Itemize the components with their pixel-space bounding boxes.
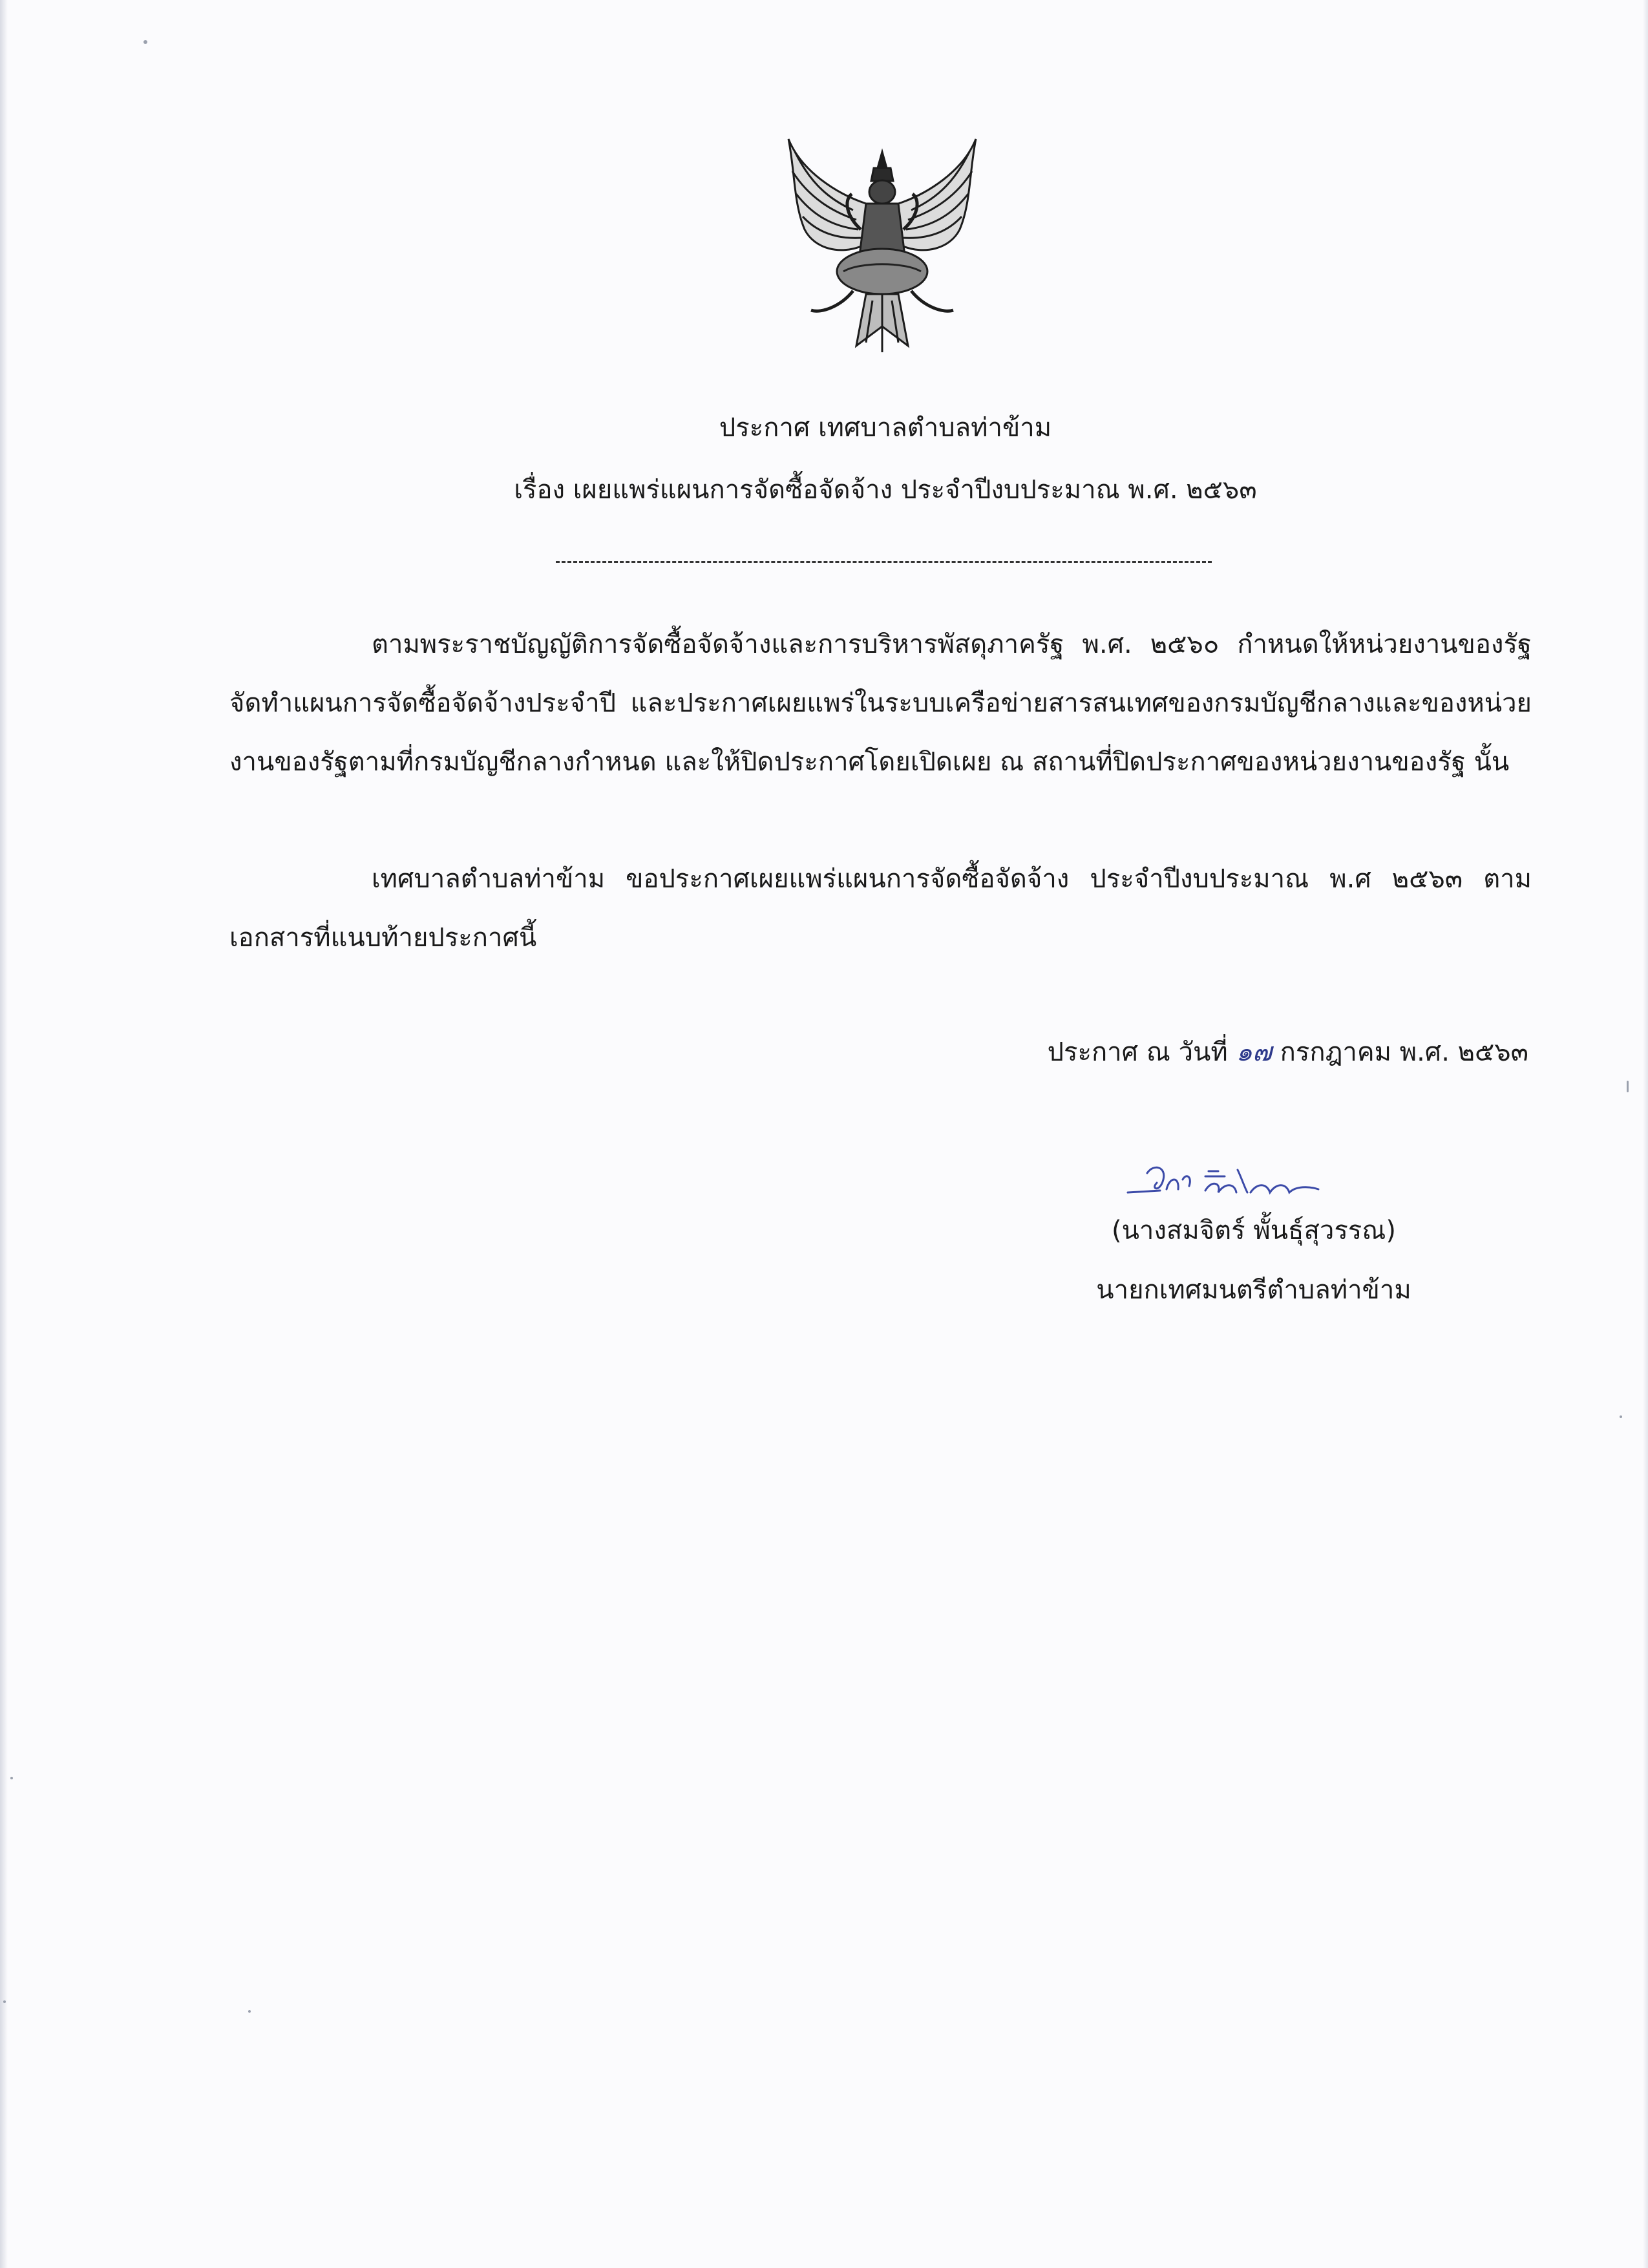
- date-prefix: ประกาศ ณ วันที่: [1047, 1037, 1228, 1067]
- announcement-title: ประกาศ เทศบาลตำบลท่าข้าม: [719, 413, 1052, 443]
- scan-speck: [1627, 1081, 1629, 1092]
- date-month-year: กรกฎาคม พ.ศ. ๒๕๖๓: [1280, 1037, 1528, 1067]
- scan-speck: [1620, 1415, 1622, 1418]
- handwritten-signature-icon: [1121, 1157, 1328, 1209]
- date-day-handwritten: ๑๗: [1236, 1037, 1272, 1067]
- body-paragraph-1: ตามพระราชบัญญัติการจัดซื้อจัดจ้างและการบริหารพัสดุภาครัฐ พ.ศ. ๒๕๖๐ กำหนดให้หน่วยงานของรัฐจัดทำแผนการจัดซื้อจัดจ้างประจำปี และประกาศเผยแพร่ในระบบเครือข่ายสารสนเทศของกรมบัญชีกลางและของหน่วยงานของรัฐตามที่กรมบัญชีกลางกำหนด และให้ปิดประกาศโดยเปิดเผย ณ สถานที่ปิดประกาศของหน่วยงานของรัฐ นั้น: [229, 630, 1532, 777]
- signer-position: นายกเทศมนตรีตำบลท่าข้าม: [1096, 1275, 1411, 1305]
- scan-speck: [10, 1777, 13, 1779]
- scan-edge-left: [0, 0, 8, 2268]
- signer-name: (นางสมจิตร์ พั้นธุ์สุวรรณ): [1111, 1216, 1397, 1245]
- garuda-emblem-icon: [776, 132, 989, 362]
- announcement-date: [1048, 1034, 1528, 1070]
- dashed-divider: [556, 561, 1212, 563]
- scan-speck: [3, 2000, 6, 2003]
- body-paragraph-2: เทศบาลตำบลท่าข้าม ขอประกาศเผยแพร่แผนการจัดซื้อจัดจ้าง ประจำปีงบประมาณ พ.ศ ๒๕๖๓ ตามเอกสารที่แนบท้ายประกาศนี้: [229, 864, 1532, 953]
- scan-speck: [248, 2010, 251, 2013]
- announcement-subject: เรื่อง เผยแพร่แผนการจัดซื้อจัดจ้าง ประจำปีงบประมาณ พ.ศ. ๒๕๖๓: [514, 475, 1257, 505]
- scan-speck: [143, 40, 147, 44]
- scan-edge-right: [1643, 0, 1648, 2268]
